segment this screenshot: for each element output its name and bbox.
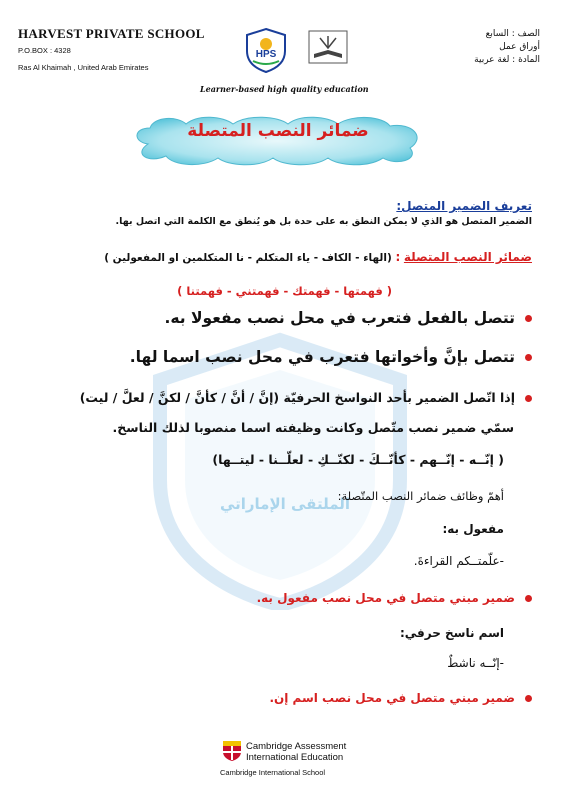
definition-heading: تعريف الضمير المتصل: (396, 199, 532, 213)
functions-heading: أهمّ وظائف ضمائر النصب المتّصلة: (337, 489, 504, 503)
rule-1: تتصل بالفعل فتعرب في محل نصب مفعولا به. (165, 309, 532, 327)
pronouns-list: (الهاء - الكاف - ياء المتكلم - نا المتكلمين او المفعولين ) (104, 252, 392, 264)
grade-label: الصف : السابع (485, 29, 540, 39)
nasikh-label: اسم ناسخ حرفي: (399, 626, 504, 640)
watermark-text: الملتقى الإماراتي (219, 495, 351, 513)
pronouns-line: ضمائر النصب المتصلة : (الهاء - الكاف - ياء المتكلم - نا المتكلمين او المفعولين ) (104, 250, 532, 264)
object-rule: ضمير مبني متصل في محل نصب مفعول به. (257, 591, 532, 605)
pronouns-examples: ( فهمتها - فهمتك - فهمتني - فهمتنا ) (177, 284, 392, 298)
bullet-icon (525, 354, 532, 361)
object-label: مفعول به: (442, 522, 504, 536)
school-name: HARVEST PRIVATE SCHOOL (18, 26, 205, 41)
logo-text: HPS (255, 49, 277, 60)
subject-label: المادة : لغة عربية (474, 55, 540, 65)
school-info (18, 26, 218, 72)
rule-3: إذا اتّصل الضمير بأحد النواسخ الحرفيّة (إنَّ / أنَّ / كأنَّ / لكنَّ / لعلَّ / ليت) (80, 390, 532, 405)
course-info (400, 28, 540, 67)
watermark-shield-icon (130, 330, 430, 610)
nasikh-rule: ضمير مبني متصل في محل نصب اسم إن. (269, 691, 532, 705)
motto: Learner-based high quality education (200, 84, 369, 94)
nawasikh-examples: ( إنّــه - إنّــهم - كأنّــكَ - لكنّــكِ - لعلّــنا - ليتــها) (212, 452, 504, 467)
po-box: P.O.BOX : 4328 (18, 46, 71, 55)
book-logo-icon (308, 30, 348, 64)
bullet-icon (525, 595, 532, 602)
cambridge-school: Cambridge International School (220, 768, 326, 777)
bullet-icon (525, 315, 532, 322)
bullet-icon (525, 695, 532, 702)
page-title: ضمائر النصب المتصلة (187, 121, 369, 141)
school-logo-icon (243, 27, 289, 73)
address: Ras Al Khaimah , United Arab Emirates (18, 63, 149, 72)
worksheet-label: أوراق عمل (499, 42, 540, 52)
rule-3-continued: سمّي ضمير نصب متّصل وكانت وظيفته اسما منصوبا لذلك الناسخ. (112, 420, 514, 435)
rule-2: تتصل بإنَّ وأخواتها فتعرب في محل نصب اسما لها. (130, 348, 532, 366)
pronouns-label: ضمائر النصب المتصلة (403, 250, 532, 264)
cambridge-shield-icon (222, 740, 242, 762)
nasikh-example: -إنّــه ناشطٌ (447, 656, 504, 670)
definition-text: الضمير المتصل هو الذي لا يمكن النطق به على حدة بل هو يُنطق مع الكلمة التي اتصل بها. (115, 216, 532, 227)
cambridge-brand: Cambridge Assessment International Education (246, 741, 347, 763)
bullet-icon (525, 395, 532, 402)
object-example: -علّمتــكم القراءةَ. (413, 554, 504, 568)
